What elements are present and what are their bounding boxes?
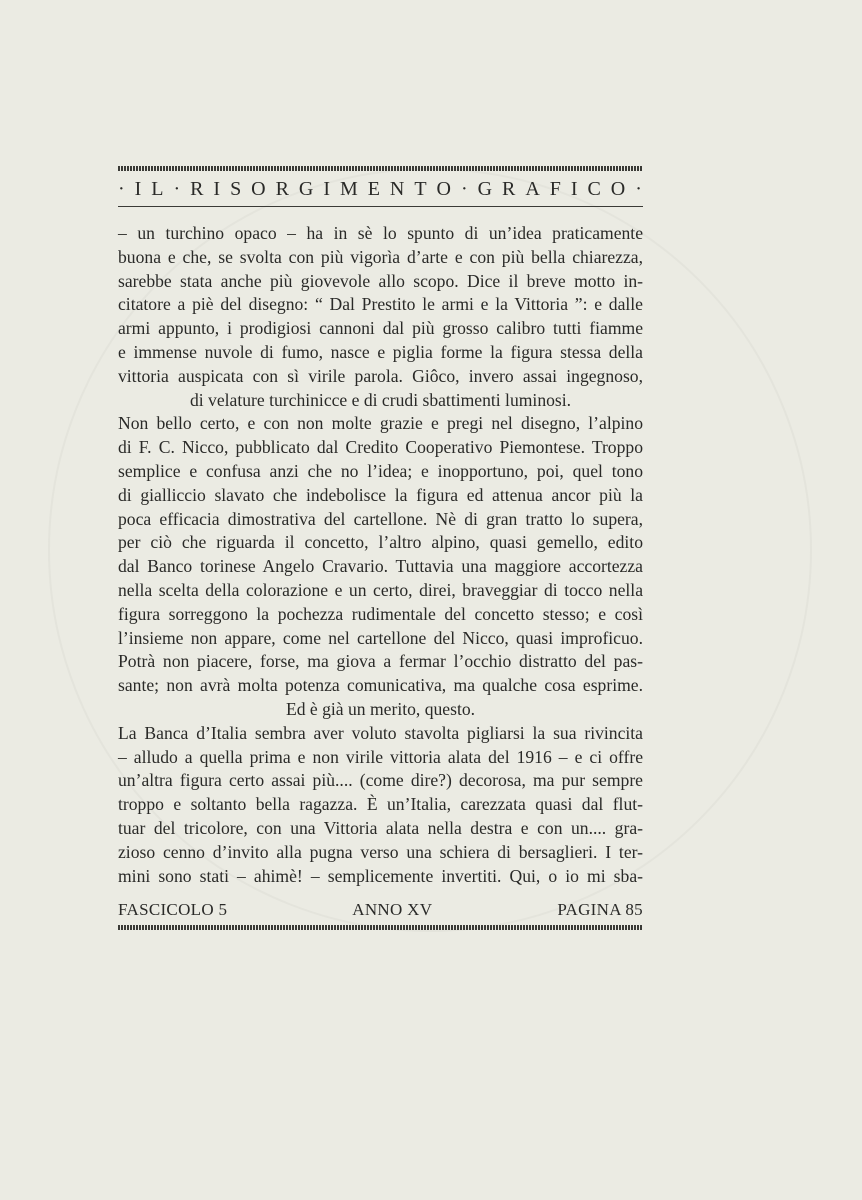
header-char: L [151,178,165,200]
header-char: O [610,178,627,200]
text-line: poca efficacia dimostrativa del cartellone. Nè di gran tratto lo supera, [118,508,643,529]
text-line: e immense nuvole di fumo, nasce e piglia forme la figura stessa della [118,341,643,362]
text-line: dal Banco torinese Angelo Cravario. Tuttavia una maggiore accortezza [118,556,643,577]
header-char: R [190,178,205,200]
header-char: F [549,178,562,200]
footer-dotted-rule [118,925,643,930]
text-line: sarebbe stata anche più giovevole allo scopo. Dice il breve motto in- [118,270,643,291]
text-line: un’altra figura certo assai più.... (come dire?) decorosa, ma pur sempre [118,770,643,791]
text-line: buona e che, se svolta con più vigorìa d’arte e con più bella chiarezza, [118,246,643,267]
footer-fascicolo: FASCICOLO 5 [118,900,228,919]
text-line: semplice e confusa anzi che no l’idea; e inopportuno, poi, quel tono [118,460,643,481]
header-char: I [213,178,222,200]
footer-pagina: PAGINA 85 [557,900,643,919]
text-line: vittoria auspicata con sì virile parola. Giôco, invero assai ingegnoso, [118,365,643,386]
header-char: T [414,178,428,200]
text-line: di F. C. Nicco, pubblicato dal Credito Cooperativo Piemontese. Troppo [118,437,643,458]
text-line: – alludo a quella prima e non virile vittoria alata del 1916 – e ci offre [118,746,643,767]
text-line: troppo e soltanto bella ragazza. È un’Italia, carezzata quasi dal flut- [118,794,643,815]
header-char: E [367,178,381,200]
header-char: I [134,178,143,200]
text-line: Potrà non piacere, forse, ma giova a fermar l’occhio distratto del pas- [118,651,643,672]
text-line: Non bello certo, e con non molte grazie e pregi nel disegno, l’alpino [118,413,643,434]
paragraph-closing-line: di velature turchinicce e di crudi sbattimenti luminosi. [189,389,572,410]
running-footer [118,900,643,920]
footer-anno: ANNO XV [352,900,433,919]
text-line: sante; non avrà molta potenza comunicativa, ma qualche cosa esprime. [118,675,643,696]
header-dotted-rule [118,166,643,171]
header-char: G [477,178,494,200]
running-header [118,178,643,201]
header-char: R [275,178,290,200]
header-char: · [460,178,469,200]
header-rule [118,206,643,207]
header-char: A [525,178,541,200]
text-line: figura sorreggono la pochezza rudimentale del concetto stesso; e così [118,603,643,624]
header-char: I [570,178,579,200]
text-line: per ciò che riguarda il concetto, l’altro alpino, quasi gemello, edito [118,532,643,553]
header-char: · [635,178,643,200]
header-char: N [389,178,406,200]
header-char: · [118,178,126,200]
text-line: nella scelta della colorazione e un certo, direi, braveggiar di tocco nella [118,579,643,600]
text-line: citatore a piè del disegno: “ Dal Prestito le armi e la Vittoria ”: e dalle [118,294,643,315]
header-char: M [339,178,359,200]
text-line: – un turchino opaco – ha in sè lo spunto di un’idea praticamente [118,223,643,243]
text-line: mini sono stati – ahimè! – semplicemente invertiti. Qui, o io mi sba- [118,865,643,886]
header-char: I [323,178,331,200]
text-line: l’insieme non appare, come nel cartellone del Nicco, quasi improficuo. [118,627,643,648]
text-line: zioso cenno d’invito alla pugna verso una schiera di bersaglieri. I ter- [118,841,643,862]
header-char: G [298,178,315,200]
header-char: O [251,178,267,200]
header-char: R [502,178,517,200]
header-char: O [436,178,452,200]
paragraph-closing-line: Ed è già un merito, questo. [285,698,476,719]
text-line: di gialliccio slavato che indebolisce la figura ed attenua ancor più la [118,484,643,505]
body-text [118,222,643,888]
header-char: · [173,178,182,200]
header-char: S [230,178,243,200]
text-line: tuar del tricolore, con una Vittoria alata nella destra e con un.... gra- [118,817,643,838]
text-line: La Banca d’Italia sembra aver voluto stavolta pigliarsi la sua rivincita [118,722,643,743]
header-char: C [587,178,602,200]
text-line: armi appunto, i prodigiosi cannoni dal più grosso calibro tutti fiamme [118,318,643,339]
